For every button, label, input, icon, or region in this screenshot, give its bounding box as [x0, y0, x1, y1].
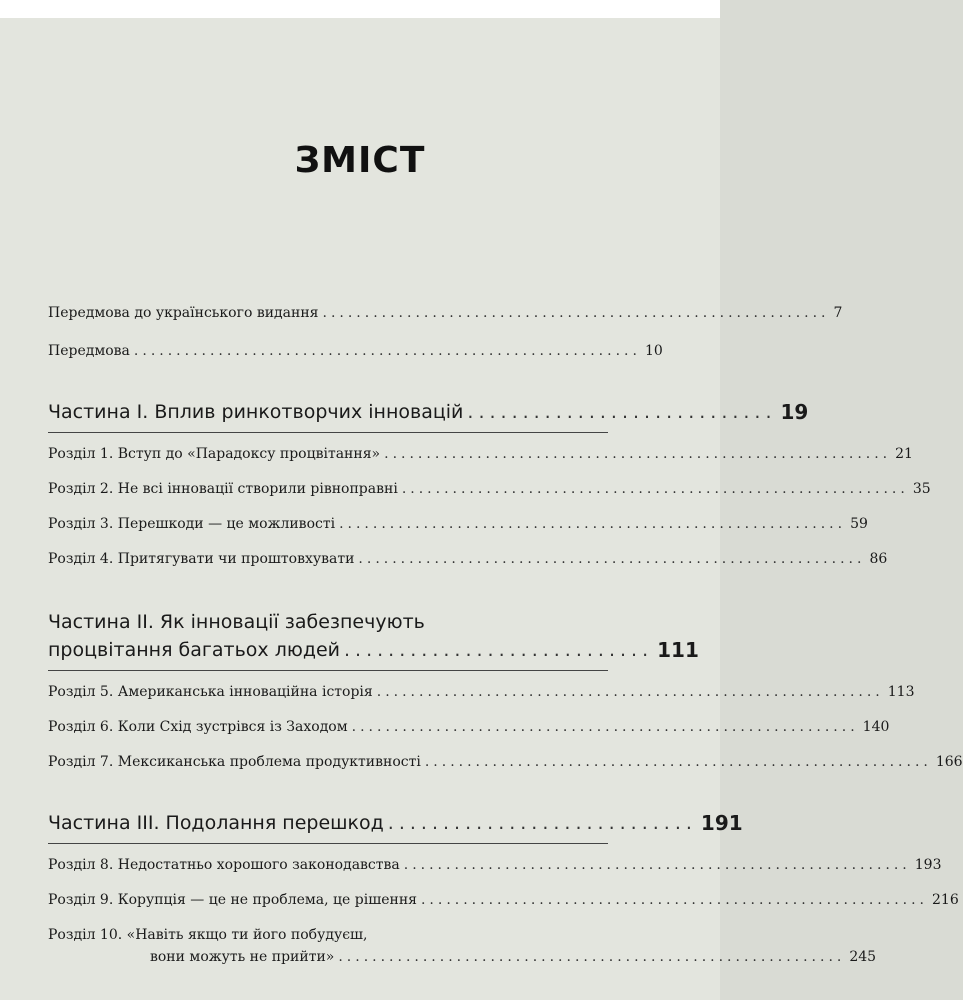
toc-entry-label: Розділ 8. Недостатньо хорошого законодавства: [48, 857, 400, 873]
leader-dots: ............................: [467, 401, 777, 423]
toc-page-number: 10: [644, 343, 663, 359]
toc-page-number: 19: [780, 400, 809, 424]
toc-entry-label: Розділ 4. Притягувати чи проштовхувати: [48, 551, 355, 567]
leader-dots: ............................................................: [338, 949, 846, 965]
toc-page-number: 113: [887, 684, 915, 700]
leader-dots: ............................................................: [384, 446, 892, 462]
toc-page-number: 7: [833, 305, 843, 321]
toc-chapter-10-line-1: [48, 926, 608, 944]
part-rule: [48, 432, 608, 433]
toc-entry-label: вони можуть не прийти»: [150, 949, 335, 965]
leader-dots: ............................................................: [339, 516, 847, 532]
toc-page-number: 245: [849, 949, 877, 965]
leader-dots: ............................................................: [403, 857, 911, 873]
leader-dots: ............................: [387, 812, 697, 834]
toc-chapter-4: [48, 550, 888, 568]
toc-entry-label: Розділ 5. Американська інноваційна історія: [48, 684, 373, 700]
toc-chapter-2: [48, 480, 931, 498]
toc-page-number: 140: [862, 719, 890, 735]
toc-part-1: [48, 400, 809, 424]
toc-page-number: 193: [914, 857, 942, 873]
leader-dots: ............................................................: [322, 305, 830, 321]
toc-chapter-1: [48, 445, 913, 463]
toc-page-number: 216: [932, 892, 959, 908]
toc-page-number: 191: [700, 811, 743, 835]
leader-dots: ............................................................: [424, 754, 932, 770]
toc-entry-label: Розділ 6. Коли Схід зустрівся із Заходом: [48, 719, 348, 735]
toc-page-number: 111: [657, 638, 699, 662]
toc-part-label: Частина І. Вплив ринкотворчих інновацій: [48, 401, 464, 423]
toc-part-label: Частина ІІІ. Подолання перешкод: [48, 812, 384, 834]
toc-page-number: 35: [912, 481, 931, 497]
toc-entry-label: Розділ 10. «Навіть якщо ти його побудуєш,: [48, 927, 368, 943]
toc-page-number: 86: [869, 551, 888, 567]
toc-entry-label: Розділ 7. Мексиканська проблема продуктивності: [48, 754, 421, 770]
scan-margin: [0, 0, 720, 18]
toc-entry-foreword: [48, 342, 663, 360]
leader-dots: ............................................................: [133, 343, 641, 359]
toc-chapter-7: [48, 753, 963, 771]
toc-entry-label: Розділ 2. Не всі інновації створили рівноправні: [48, 481, 398, 497]
page-title: ЗМІСТ: [294, 140, 426, 181]
toc-entry-label: Передмова до українського видання: [48, 305, 319, 321]
toc-chapter-9: [48, 891, 959, 909]
toc-entry-label: Передмова: [48, 343, 130, 359]
toc-part-2: [48, 638, 699, 662]
leader-dots: ............................................................: [358, 551, 866, 567]
toc-chapter-8: [48, 856, 942, 874]
part-rule: [48, 670, 608, 671]
toc-page-number: 59: [850, 516, 868, 532]
toc-entry-foreword-ua: [48, 304, 843, 322]
toc-part-2-line-1: Частина ІІ. Як інновації забезпечують: [48, 611, 425, 633]
toc-page-number: 166: [935, 754, 963, 770]
toc-part-label: процвітання багатьох людей: [48, 639, 341, 661]
toc-entry-label: Розділ 1. Вступ до «Парадоксу процвітання»: [48, 446, 381, 462]
toc-chapter-3: [48, 515, 868, 533]
leader-dots: ............................................................: [420, 892, 928, 908]
toc-page-number: 21: [895, 446, 913, 462]
leader-dots: ............................................................: [376, 684, 884, 700]
toc-part-3: [48, 811, 743, 835]
table-of-contents: [48, 300, 963, 966]
leader-dots: ............................: [344, 639, 654, 661]
leader-dots: ............................................................: [351, 719, 859, 735]
part-rule: [48, 843, 608, 844]
toc-entry-label: Розділ 9. Корупція — це не проблема, це рішення: [48, 892, 417, 908]
leader-dots: ............................................................: [401, 481, 909, 497]
toc-chapter-6: [48, 718, 890, 736]
toc-chapter-10: [48, 948, 877, 966]
toc-entry-label: Розділ 3. Перешкоди — це можливості: [48, 516, 336, 532]
toc-chapter-5: [48, 683, 915, 701]
